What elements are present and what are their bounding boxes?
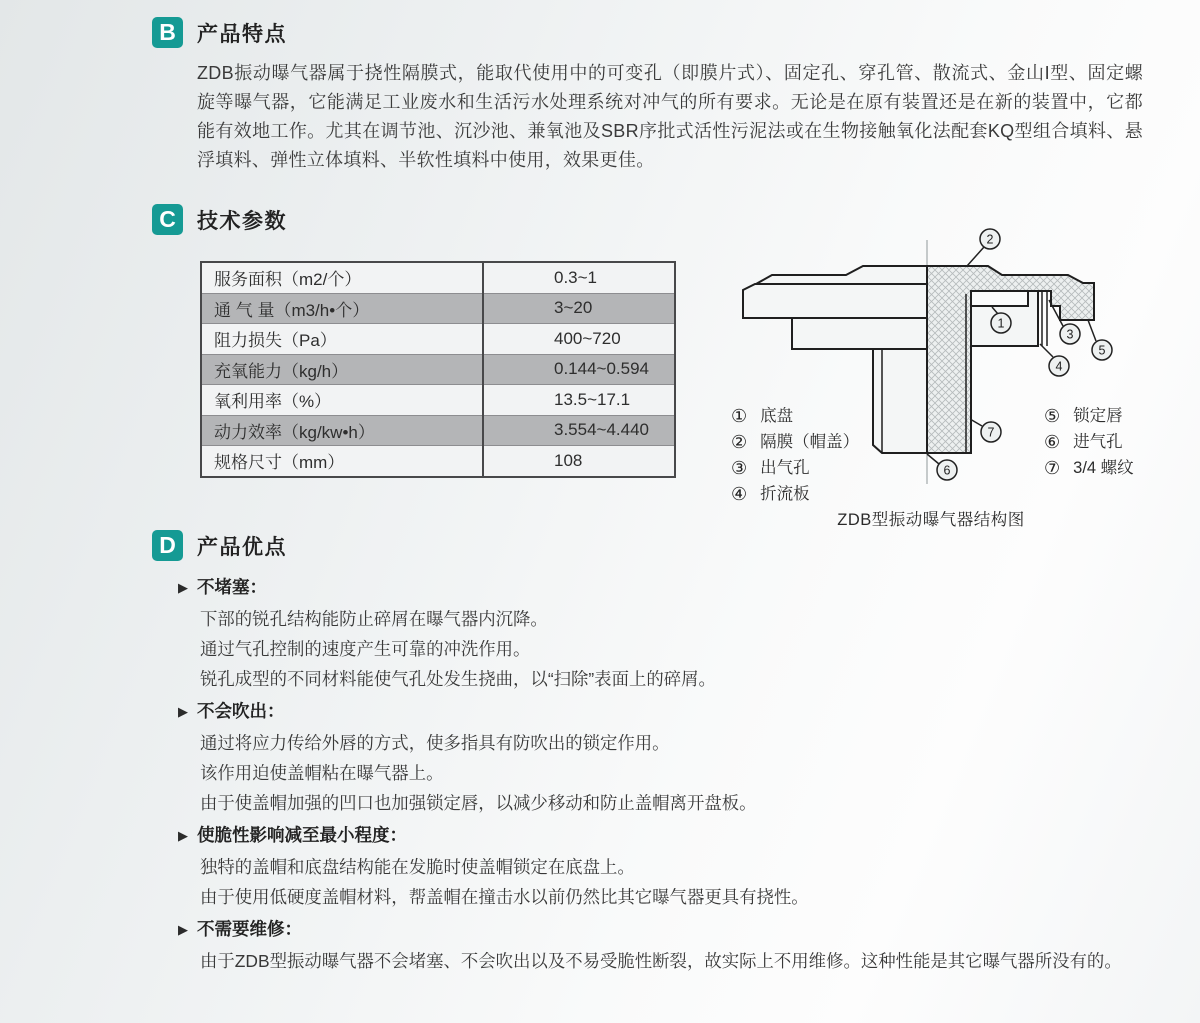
legend-item	[731, 429, 859, 455]
legend-number: ⑥	[1044, 432, 1061, 452]
spec-parameter-label: 服务面积（m2/个）	[201, 262, 483, 293]
spec-table-row	[201, 446, 675, 477]
legend-label: 进气孔	[1073, 433, 1123, 451]
bullet-arrow-icon: ▶	[178, 580, 188, 595]
advantage-line: 下部的锐孔结构能防止碎屑在曝气器内沉降。	[200, 609, 548, 629]
diagram-legend-left	[731, 403, 859, 507]
advantage-line: 锐孔成型的不同材料能使气孔处发生挠曲，以“扫除”表面上的碎屑。	[200, 669, 716, 689]
advantage-line: 该作用迫使盖帽粘在曝气器上。	[200, 763, 444, 783]
bullet-arrow-icon: ▶	[178, 828, 188, 843]
svg-text:3: 3	[1066, 327, 1074, 342]
legend-item	[731, 455, 859, 481]
advantage-heading: 不需要维修：	[197, 919, 302, 939]
advantage-heading: 不堵塞：	[197, 577, 267, 597]
legend-label: 底盘	[760, 407, 794, 425]
spec-parameter-label: 规格尺寸（mm）	[201, 446, 483, 477]
spec-table-row	[201, 324, 675, 355]
advantages-list	[178, 572, 1178, 978]
advantage-line: 独特的盖帽和底盘结构能在发脆时使盖帽锁定在底盘上。	[200, 857, 635, 877]
callout-7	[981, 422, 1001, 442]
legend-number: ⑦	[1044, 458, 1061, 478]
legend-label: 折流板	[760, 485, 810, 503]
spec-table-row	[201, 293, 675, 324]
spec-parameter-value: 3~20	[483, 293, 675, 324]
spec-parameter-value: 0.3~1	[554, 267, 598, 287]
spec-parameter-label: 氧利用率（%）	[201, 385, 483, 416]
callout-2-leader	[967, 247, 984, 266]
legend-label: 3/4 螺纹	[1073, 459, 1134, 477]
advantage-group	[178, 696, 1178, 818]
base-disc-left	[743, 284, 927, 318]
flange-step-left	[792, 318, 927, 349]
advantage-group	[178, 572, 1178, 694]
section-badge-b: B	[152, 17, 183, 48]
stem-left	[873, 349, 927, 453]
callout-6-leader	[927, 454, 939, 464]
spec-table-row	[201, 385, 675, 416]
section-badge-c: C	[152, 204, 183, 235]
section-title-specs: 技术参数	[197, 209, 287, 233]
cap-left-outline	[756, 266, 927, 284]
legend-item	[731, 481, 859, 507]
callout-5-leader	[1088, 320, 1096, 341]
svg-text:6: 6	[943, 463, 951, 478]
legend-number: ①	[731, 406, 748, 426]
callout-4	[1049, 356, 1069, 376]
spec-parameter-label: 动力效率（kg/kw•h）	[201, 415, 483, 446]
callout-5	[1092, 340, 1112, 360]
advantage-group	[178, 914, 1178, 976]
section-header-specs	[152, 204, 287, 235]
advantage-heading-row	[178, 914, 1178, 946]
section-title-advantages: 产品优点	[197, 535, 287, 559]
spec-parameter-label: 通 气 量（m3/h•个）	[201, 293, 483, 324]
svg-text:1: 1	[997, 316, 1005, 331]
svg-text:7: 7	[987, 425, 995, 440]
bullet-arrow-icon: ▶	[178, 704, 188, 719]
section-header-advantages	[152, 530, 287, 561]
legend-item	[1044, 429, 1134, 455]
features-paragraph: ZDB振动曝气器属于挠性隔膜式，能取代使用中的可变孔（即膜片式）、固定孔、穿孔管、散流式、金山I型、固定螺旋等曝气器，它能满足工业废水和生活污水处理系统对冲气的所有要求。无论是在原有装置还是在新的装置中，它都能有效地工作。尤其在调节池、沉沙池、兼氧池及SBR序批式活性污泥法或在生物接触氧化法配套KQ型组合填料、悬浮填料、弹性立体填料、半软性填料中使用，效果更佳。	[197, 63, 1143, 170]
advantage-heading-row	[178, 572, 1178, 604]
section-badge-d: D	[152, 530, 183, 561]
legend-label: 隔膜（帽盖）	[760, 433, 860, 451]
spec-table-row	[201, 262, 675, 293]
spec-table-row	[201, 415, 675, 446]
legend-label: 锁定唇	[1073, 407, 1123, 425]
callout-1	[991, 313, 1011, 333]
legend-number: ④	[731, 484, 748, 504]
callout-2	[980, 229, 1000, 249]
advantage-heading-row	[178, 696, 1178, 728]
spec-parameter-value: 3.554~4.440	[483, 415, 675, 446]
advantage-group	[178, 820, 1178, 912]
section-header-features	[152, 17, 287, 48]
svg-text:5: 5	[1098, 343, 1106, 358]
callout-3	[1060, 324, 1080, 344]
spec-table-row	[201, 354, 675, 385]
advantage-line: 由于使盖帽加强的凹口也加强锁定唇，以减少移动和防止盖帽离开盘板。	[200, 793, 757, 813]
spec-parameter-value: 108	[483, 446, 675, 477]
bullet-arrow-icon: ▶	[178, 922, 188, 937]
section-title-features: 产品特点	[197, 22, 287, 46]
legend-item	[1044, 455, 1134, 481]
advantage-line: 通过气孔控制的速度产生可靠的冲洗作用。	[200, 639, 531, 659]
spec-parameter-label: 充氧能力（kg/h）	[201, 354, 483, 385]
diagram-caption: ZDB型振动曝气器结构图	[837, 511, 1025, 529]
legend-item	[731, 403, 859, 429]
spec-table-body	[201, 262, 675, 477]
spec-parameter-label: 阻力损失（Pa）	[201, 324, 483, 355]
advantage-heading: 使脆性影响减至最小程度：	[197, 825, 407, 845]
diagram-legend-right	[1044, 403, 1134, 481]
legend-number: ⑤	[1044, 406, 1061, 426]
spec-parameter-value: 13.5~17.1	[483, 385, 675, 416]
advantage-line: 由于ZDB型振动曝气器不会堵塞、不会吹出以及不易受脆性断裂，故实际上不用维修。这种性能是其它曝气器所没有的。	[200, 951, 1122, 971]
svg-text:4: 4	[1055, 359, 1063, 374]
advantage-heading: 不会吹出：	[197, 701, 285, 721]
legend-number: ②	[731, 432, 748, 452]
spec-table	[200, 261, 676, 478]
spec-parameter-value: 0.144~0.594	[483, 354, 675, 385]
advantage-line: 由于使用低硬度盖帽材料，帮盖帽在撞击水以前仍然比其它曝气器更具有挠性。	[200, 887, 809, 907]
legend-number: ③	[731, 458, 748, 478]
svg-text:2: 2	[986, 232, 994, 247]
legend-label: 出气孔	[760, 459, 810, 477]
advantage-heading-row	[178, 820, 1178, 852]
legend-item	[1044, 403, 1134, 429]
advantage-line: 通过将应力传给外唇的方式，使多指具有防吹出的锁定作用。	[200, 733, 670, 753]
spec-parameter-value: 400~720	[483, 324, 675, 355]
callout-6	[937, 460, 957, 480]
